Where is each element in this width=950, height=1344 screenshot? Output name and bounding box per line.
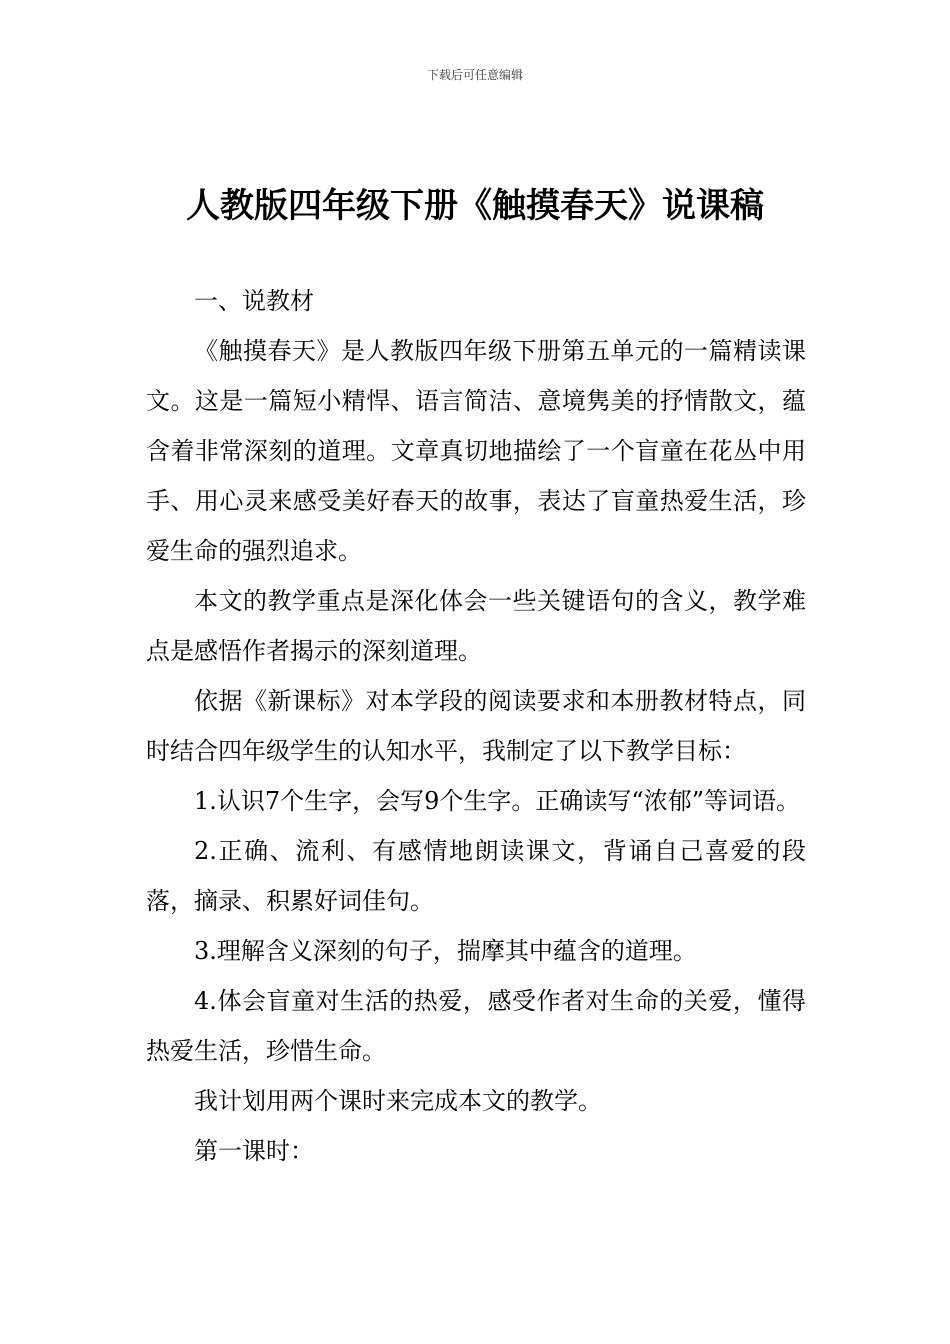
document-body (146, 276, 806, 1176)
document-title: 人教版四年级下册《触摸春天》说课稿 (186, 186, 764, 226)
paragraph: 《触摸春天》是人教版四年级下册第五单元的一篇精读课文。这是一篇短小精悍、语言简洁、意境隽美的抒情散文，蕴含着非常深刻的道理。文章真切地描绘了一个盲童在花丛中用手、用心灵来感受美好春天的故事，表达了盲童热爱生活，珍爱生命的强烈追求。 (146, 337, 806, 565)
section-heading: 一、说教材 (194, 287, 314, 315)
paragraph: 本文的教学重点是深化体会一些关键语句的含义，教学难点是感悟作者揭示的深刻道理。 (146, 587, 806, 665)
paragraph: 我计划用两个课时来完成本文的教学。 (194, 1087, 602, 1115)
objective-item: 1.认识7个生字，会写9个生字。正确读写“浓郁”等词语。 (194, 787, 800, 815)
page-header-note: 下载后可任意编辑 (426, 68, 523, 82)
objective-item: 3.理解含义深刻的句子，揣摩其中蕴含的道理。 (194, 937, 697, 965)
paragraph: 依据《新课标》对本学段的阅读要求和本册教材特点，同时结合四年级学生的认知水平，我制定了以下教学目标： (146, 687, 806, 765)
objective-item: 4.体会盲童对生活的热爱，感受作者对生命的关爱，懂得热爱生活，珍惜生命。 (146, 987, 806, 1065)
objective-item: 2.正确、流利、有感情地朗读课文，背诵自己喜爱的段落，摘录、积累好词佳句。 (146, 837, 806, 915)
subsection-heading: 第一课时： (194, 1137, 314, 1165)
